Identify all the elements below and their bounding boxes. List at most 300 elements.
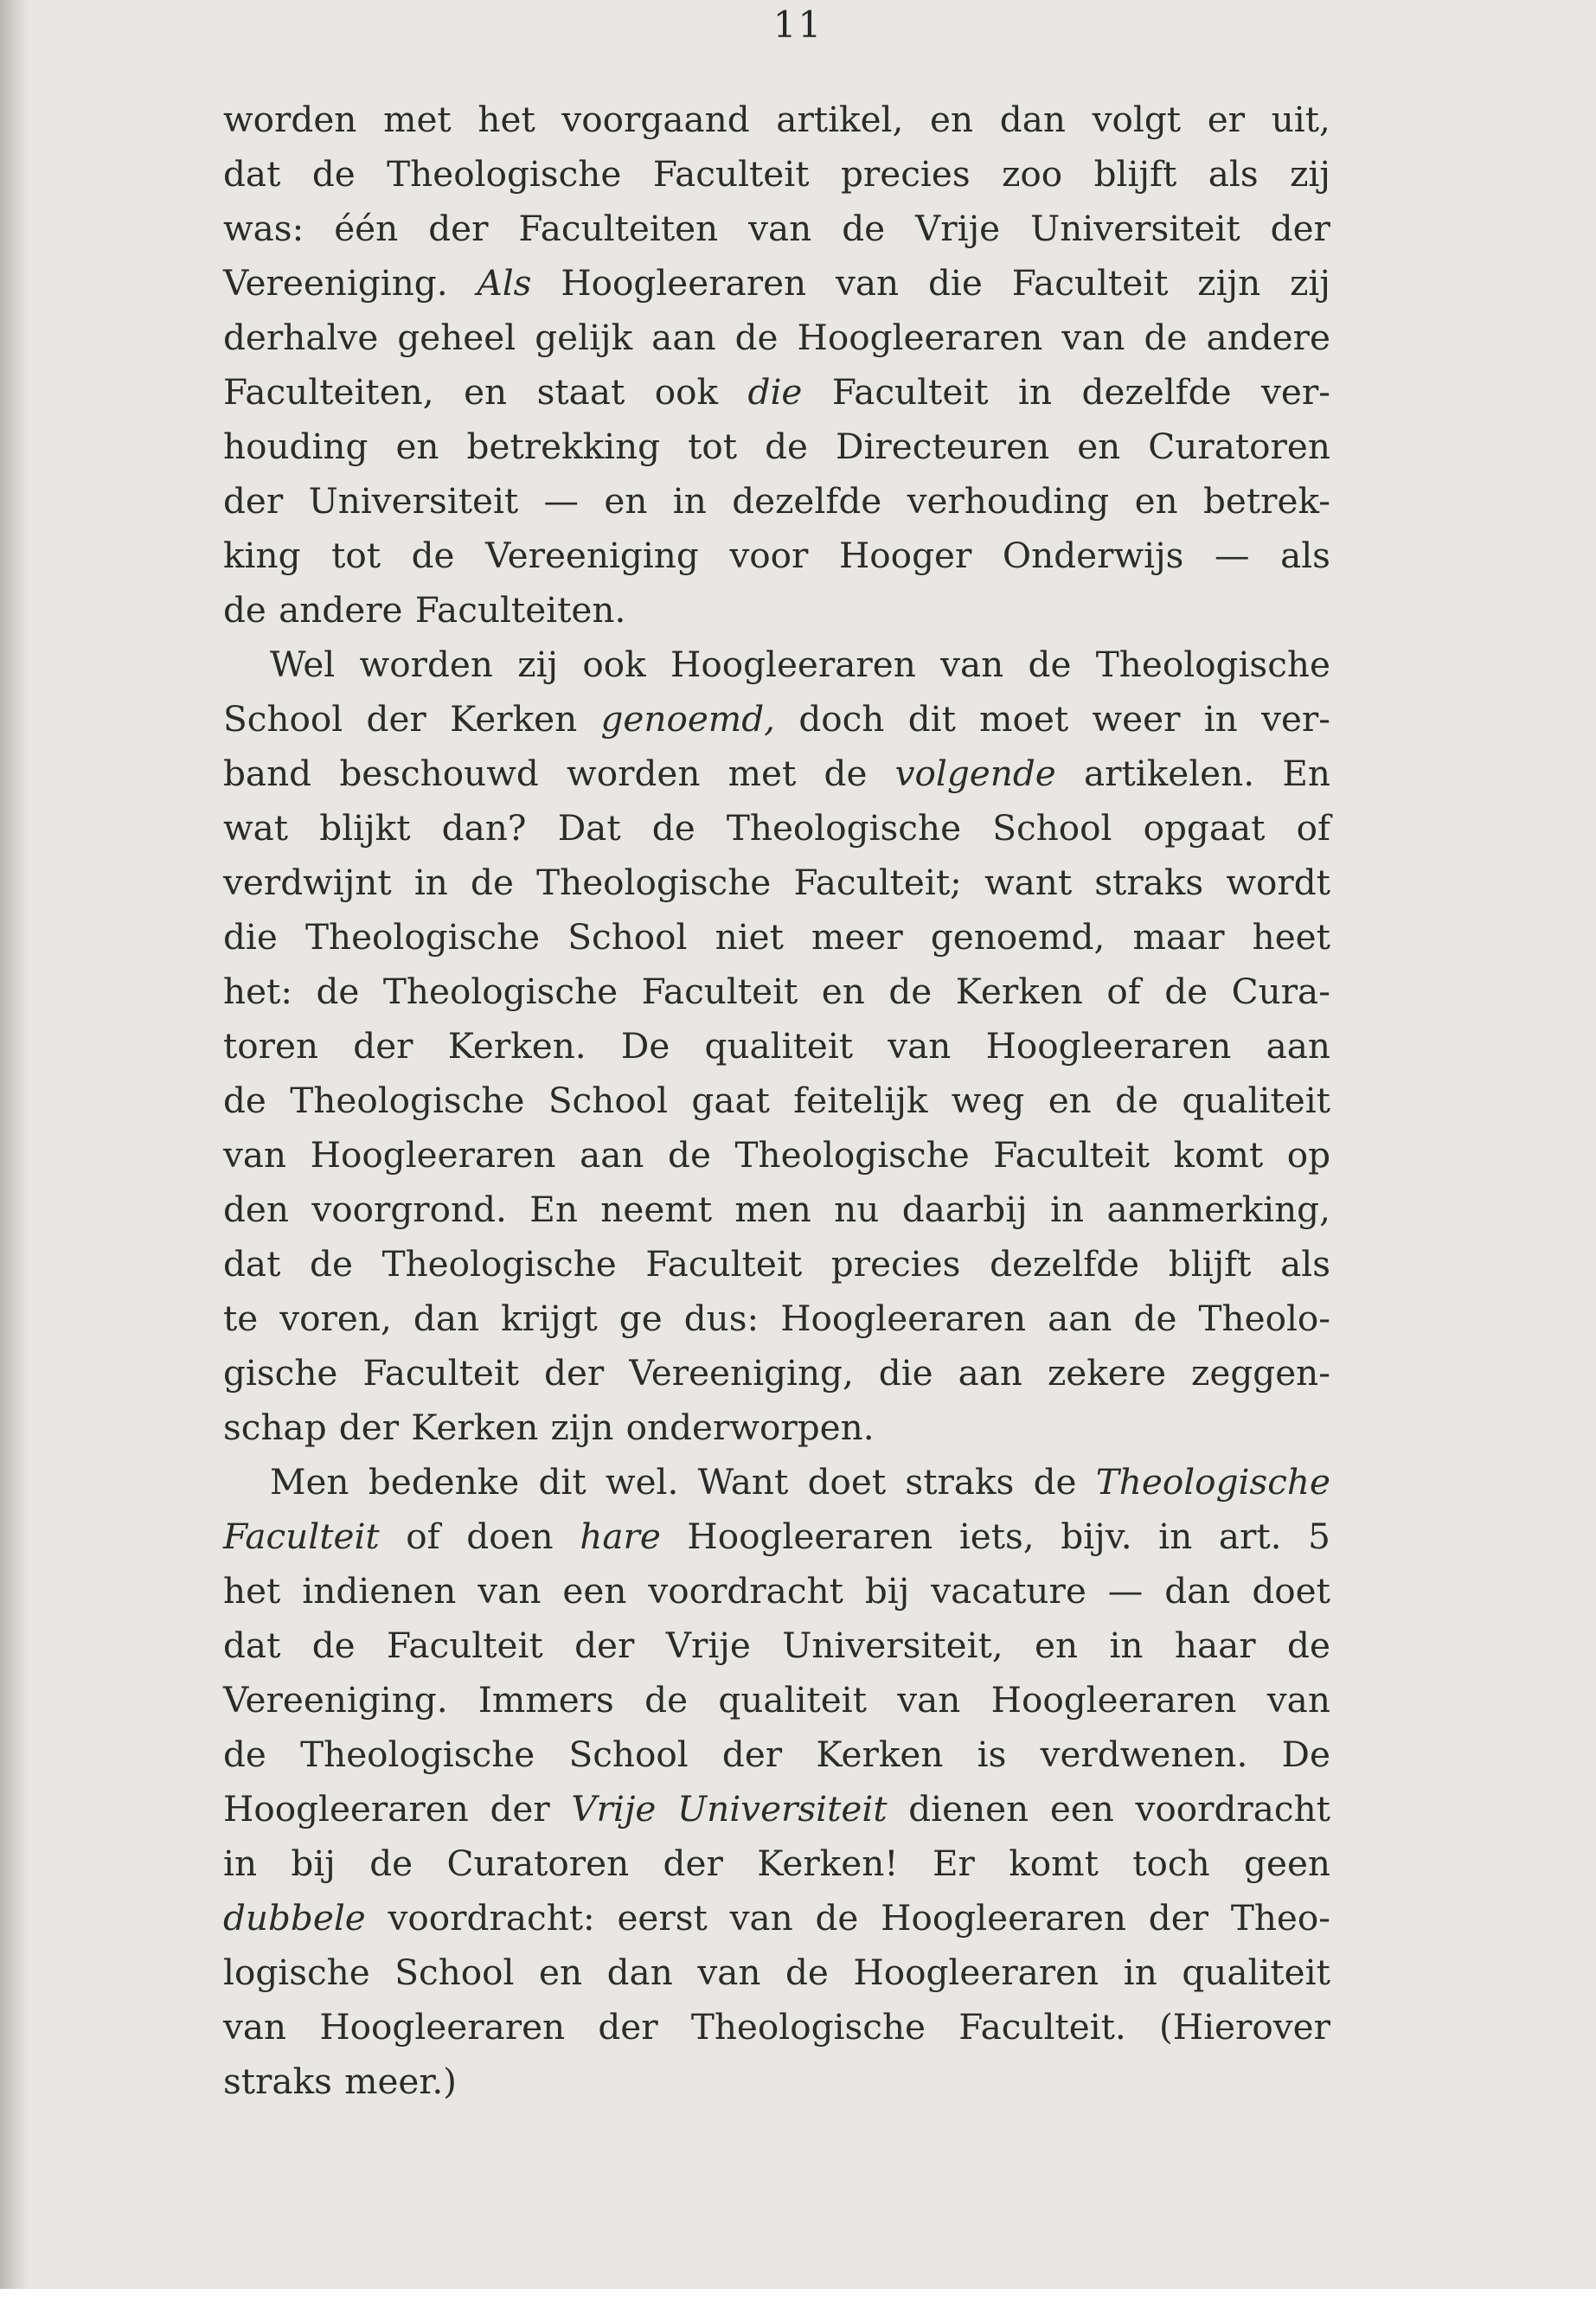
word: uit, [1271,99,1330,140]
word: De [1281,1734,1330,1775]
word: de [765,426,808,467]
word: Faculteiten, [223,371,434,413]
word: gelijk [535,317,633,358]
word: de [1028,644,1072,685]
word: qualiteit [718,1679,867,1721]
text-line [223,747,1330,801]
word: — [1215,535,1250,576]
word: logische [223,1952,370,1993]
word: blijft [1168,1243,1252,1285]
word: komt [1009,1843,1099,1884]
word: daarbij [901,1189,1028,1230]
word: Vereeniging. [223,262,448,304]
word: dat [223,153,281,195]
word: Hoogleeraren [687,1516,933,1557]
word: de [668,1134,711,1176]
word: dit [538,1461,586,1503]
word: iets, [958,1516,1035,1557]
word: in [1050,1189,1085,1230]
word: Faculteiten [518,208,719,249]
word: en [464,371,508,413]
word: dat [223,1625,281,1666]
word: Immers [478,1679,614,1721]
word: en [395,426,439,467]
word: het: [223,971,292,1012]
word: Theologische [387,153,622,195]
word: van [1266,1679,1330,1721]
word: Faculteiten. [414,589,626,631]
word: volgende [894,753,1056,794]
word: Faculteit [1011,262,1169,304]
text-line [223,2000,1330,2054]
word: Theologische [726,807,962,849]
word: aan [1048,1298,1112,1339]
word: der [721,1734,783,1775]
word: de [223,1080,266,1121]
word: moet [979,698,1069,740]
word: de [1144,317,1188,358]
word: Hoogleeraren [310,1134,556,1176]
word: dezelfde [732,480,882,522]
word: Kerken [816,1734,944,1775]
word: voren, [279,1298,392,1339]
word: den [223,1189,289,1230]
word: die [878,1352,933,1394]
word: en [1077,426,1121,467]
word: schap [223,1407,327,1448]
word: Faculteit; [793,862,962,903]
word: dezelfde [1081,371,1232,413]
text-line [223,1019,1330,1074]
word: precies [840,153,971,195]
word: de [316,971,360,1012]
text-line [223,1509,1330,1564]
page-gutter [0,0,29,2301]
word: de [471,862,514,903]
word: als [1280,1243,1330,1285]
word: in [672,480,707,522]
word: voor [729,535,809,576]
word: de [785,1952,829,1993]
text-line [223,1292,1330,1346]
word: gische [223,1352,338,1394]
word: dan [606,1952,673,1993]
word: straks [223,2061,332,2102]
text-line [223,529,1330,583]
word: Universiteit [677,1788,888,1830]
word: van [888,1025,952,1067]
word: dan? [441,807,527,849]
word: Vrije [665,1625,751,1666]
word: voorgaand [561,99,750,140]
text-line [223,1782,1330,1836]
word: er [1207,99,1246,140]
text-line [223,1836,1330,1891]
word: Kerken [450,698,578,740]
text-line [223,147,1330,202]
word: van [748,208,812,249]
text-line [223,311,1330,365]
word: op [1286,1134,1330,1176]
word: der [338,1407,400,1448]
word: art. [1218,1516,1282,1557]
word: artikelen. [1083,753,1255,794]
word: zij [1290,262,1330,304]
text-line [223,1128,1330,1183]
word: men [734,1189,811,1230]
word: Theologische [381,1243,617,1285]
word: Faculteit [652,153,810,195]
text-line [223,420,1330,474]
word: ook [654,371,719,413]
word: eerst [617,1897,708,1939]
word: Vrije [915,208,1001,249]
word: de [824,753,868,794]
text-line [223,1564,1330,1618]
text-line [223,1400,1330,1455]
word: School [567,916,688,958]
word: zeggen- [1191,1352,1330,1394]
word: de [411,535,455,576]
word: en [821,971,865,1012]
word: dat [223,1243,281,1285]
word: Theo- [1230,1897,1330,1939]
word: straks [1094,862,1204,903]
word: aan [958,1352,1022,1394]
word: En [529,1189,578,1230]
word: of [406,1516,440,1557]
word: ook [582,644,646,685]
word: van [729,1897,793,1939]
word: Theologische [536,862,772,903]
word: een [562,1570,627,1612]
word: Kerken. [447,1025,586,1067]
word: en [1048,1080,1092,1121]
word: geheel [397,317,516,358]
word: één [334,208,399,249]
word: Hoogleeraren [853,1952,1099,1993]
word: en [539,1952,583,1993]
word: precies [830,1243,961,1285]
word: der [428,208,489,249]
word: Kerken [955,971,1083,1012]
word: de [223,589,266,631]
word: meer [811,916,903,958]
word: te [223,1298,259,1339]
word: derhalve [223,317,379,358]
word: betrek- [1202,480,1330,522]
text-line [223,93,1330,147]
word: Wel [270,644,336,685]
word: de [369,1843,413,1884]
word: bedenke [368,1461,520,1503]
word: Cura- [1231,971,1330,1012]
word: der [544,1352,605,1394]
word: — [543,480,580,522]
word: king [223,535,301,576]
word: aanmerking, [1106,1189,1330,1230]
word: dit [907,698,956,740]
word: de [1164,971,1208,1012]
word: in [413,862,448,903]
text-line [223,1237,1330,1292]
word: in [1123,1952,1157,1993]
word: in [1158,1516,1193,1557]
word: voorgrond. [311,1189,507,1230]
word: of [1106,971,1141,1012]
word: Hoogleeraren [670,644,916,685]
word: weg [951,1080,1025,1121]
word: met [727,753,797,794]
word: bijv. [1061,1516,1132,1557]
word: het [223,1570,281,1612]
word: De [620,1025,670,1067]
word: Hoogleeraren [985,1025,1232,1067]
word: van [897,1679,961,1721]
word: zijn [550,1407,614,1448]
word: der [663,1843,723,1884]
word: qualiteit [1182,1080,1330,1121]
word: Hoogleeraren [780,1298,1027,1339]
word: van [223,2006,287,2048]
word: in [223,1843,258,1884]
word: Theologische [300,1734,535,1775]
text-line [223,365,1330,420]
word: voordracht: [388,1897,595,1939]
word: Universiteit [1030,208,1240,249]
word: meer.) [344,2061,457,2102]
word: van [836,262,900,304]
word: de [311,1625,356,1666]
word: Theolo- [1198,1298,1330,1339]
word: Want [697,1461,789,1503]
word: — [1107,1570,1144,1612]
word: dan [999,99,1066,140]
word: Vereeniging, [629,1352,854,1394]
text-line [223,1945,1330,2000]
word: Hoogleeraren [990,1679,1237,1721]
word: band [223,753,312,794]
word: Als [477,262,532,304]
word: ver- [1261,698,1330,740]
word: toren [223,1025,319,1067]
word: de [1115,1080,1159,1121]
word: dan [1164,1570,1231,1612]
word: Kerken! [757,1843,899,1884]
word: Universiteit [308,480,519,522]
word: doet [807,1461,887,1503]
word: Faculteit [223,1516,380,1557]
word: zij [1290,153,1330,195]
word: Curatoren [1148,426,1330,467]
word: Hooger [838,535,972,576]
word: en [1134,480,1178,522]
word: Men [270,1461,349,1503]
word: een [1049,1788,1114,1830]
word: zij [517,644,559,685]
word: de [1133,1298,1177,1339]
word: Theologische [382,971,619,1012]
word: doch [798,698,885,740]
word: van [1061,317,1125,358]
word: aan [580,1134,644,1176]
word: Theologische [734,1134,970,1176]
word: andere [279,589,403,631]
word: 5 [1308,1516,1330,1557]
word: En [1282,753,1330,794]
text-line [223,1673,1330,1727]
word: die [747,371,803,413]
word: verdwijnt [223,862,392,903]
word: School [548,1080,669,1121]
word: Theologische [1095,1461,1330,1503]
text-line [223,801,1330,856]
word: School [992,807,1112,849]
word: worden [567,753,701,794]
word: weer [1092,698,1181,740]
word: de [842,208,886,249]
word: Theologische [290,1080,525,1121]
word: Hoogleeraren [881,1897,1126,1939]
word: bij [864,1570,910,1612]
word: want [984,862,1073,903]
word: de [1287,1625,1330,1666]
word: wat [223,807,289,849]
text-line [223,1891,1330,1945]
word: de [311,153,356,195]
word: der [598,2006,658,2048]
word: dan [413,1298,480,1339]
text-line [223,1074,1330,1128]
word: der [353,1025,413,1067]
word: Faculteit [831,371,989,413]
word: het [478,99,535,140]
word: andere [1206,317,1330,358]
word: neemt [600,1189,712,1230]
word: Faculteit [993,1134,1150,1176]
word: Hoogleeraren [797,317,1043,358]
word: toch [1132,1843,1210,1884]
word: hare [580,1516,661,1557]
word: was: [223,208,304,249]
text-line [223,1183,1330,1237]
word: of [1296,807,1330,849]
word: Directeuren [835,426,1050,467]
word: worden [359,644,493,685]
text-line [223,1346,1330,1400]
text-line [223,1618,1330,1673]
word: Universiteit, [782,1625,1003,1666]
word: Curatoren [446,1843,630,1884]
word: dezelfde [990,1243,1140,1285]
text-line [223,910,1330,965]
word: de [1033,1461,1077,1503]
word: dienen [908,1788,1029,1830]
word: voordracht [1135,1788,1330,1830]
word: indienen [302,1570,457,1612]
word: tot [331,535,381,576]
word: genoemd, [930,916,1106,958]
text-line [223,2054,1330,2109]
word: de [815,1897,859,1939]
word: genoemd, [600,698,776,740]
text-line [223,1455,1330,1509]
word: zoo [1002,153,1063,195]
word: nu [834,1189,880,1230]
word: die [927,262,983,304]
word: en [1035,1625,1079,1666]
word: ge [619,1298,663,1339]
word: beschouwd [339,753,539,794]
word: van [478,1570,542,1612]
word: krijgt [501,1298,598,1339]
word: School [568,1734,689,1775]
word: der [1270,208,1330,249]
text-line [223,583,1330,638]
word: der [490,1788,550,1830]
word: Er [932,1843,975,1884]
word: blijft [1093,153,1177,195]
word: betrekking [466,426,661,467]
word: ver- [1261,371,1330,413]
word: de [223,1734,266,1775]
word: Faculteit [387,1625,543,1666]
word: zijn [1197,262,1261,304]
word: en [604,480,648,522]
word: de [734,317,779,358]
body-text [223,93,1330,2109]
word: aan [1266,1025,1330,1067]
text-line [223,202,1330,256]
word: Faculteit [641,971,798,1012]
word: Faculteit [362,1352,520,1394]
word: opgaat [1143,807,1266,849]
word: zekere [1047,1352,1167,1394]
word: die [223,916,278,958]
word: wordt [1226,862,1330,903]
word: Theologische [304,916,541,958]
word: de [651,807,695,849]
word: bij [291,1843,336,1884]
word: van [940,644,1004,685]
word: maar [1132,916,1225,958]
word: vacature [931,1570,1086,1612]
word: doen [466,1516,554,1557]
word: feitelijk [793,1080,928,1121]
word: Hoogleeraren [561,262,807,304]
word: en [930,99,974,140]
word: der [223,480,284,522]
word: aan [651,317,716,358]
word: der [574,1625,635,1666]
word: als [1208,153,1259,195]
word: staat [536,371,625,413]
word: in [1203,698,1238,740]
text-line [223,638,1330,692]
word: Vereeniging. [223,1679,448,1721]
text-line [223,856,1330,910]
word: der [1148,1897,1209,1939]
word: qualiteit [704,1025,854,1067]
word: tot [688,426,738,467]
word: Kerken [411,1407,539,1448]
word: doet [1252,1570,1330,1612]
word: Onderwijs [1002,535,1184,576]
word: geen [1244,1843,1330,1884]
word: is [977,1734,1007,1775]
scan-edge [0,2289,1596,2301]
word: in [1018,371,1053,413]
